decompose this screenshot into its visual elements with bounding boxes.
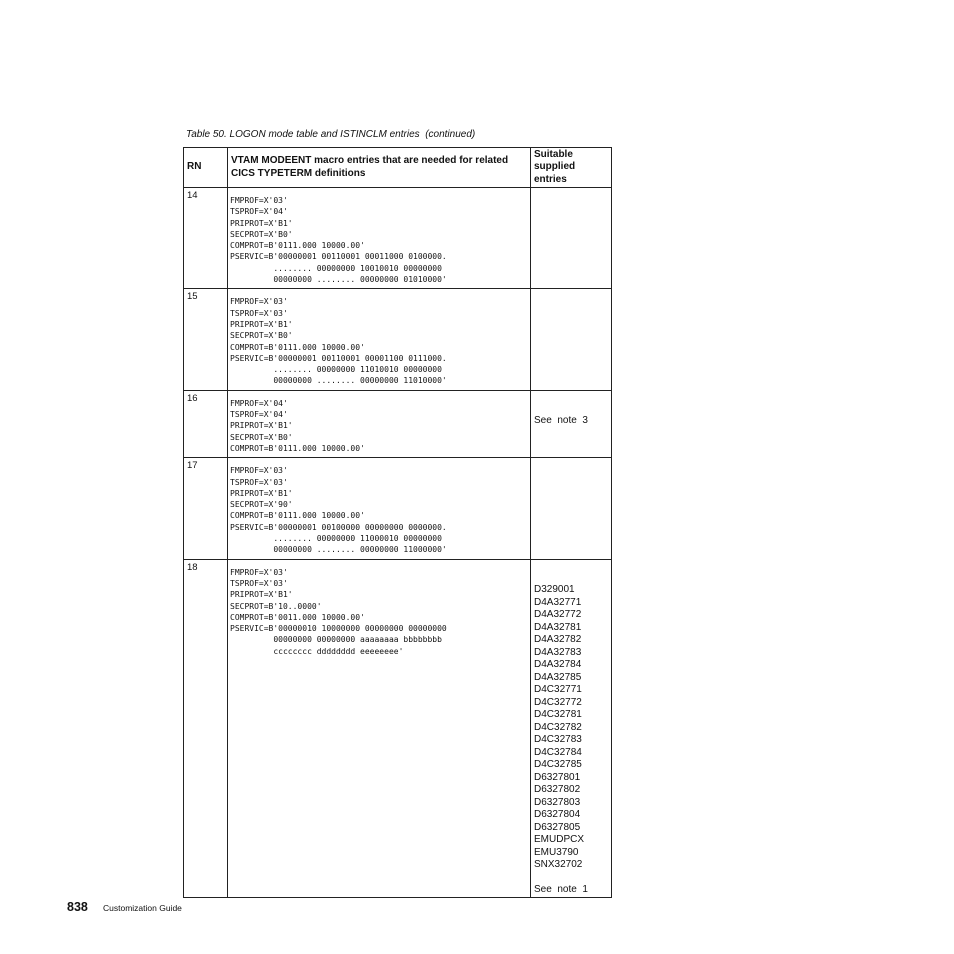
page-number: 838 bbox=[67, 900, 88, 914]
supplied-entry: See note 3 bbox=[534, 415, 588, 427]
supplied-entry: D4C32772 bbox=[534, 696, 582, 708]
modeent-code: FMPROF=X'03' TSPROF=X'04' PRIPROT=X'B1' SECPROT=X'B0' COMPROT=B'0111.000 10000.00' PSERVIC=B'00000001 00110001 00011000 0100000. ........ 00000000 10010010 00000000 00000000 ........ 00000000 01010000' bbox=[230, 196, 447, 285]
supplied-entry: D4C32783 bbox=[534, 734, 582, 746]
table-row bbox=[184, 559, 612, 897]
supplied-entry: D6327805 bbox=[534, 821, 581, 833]
modeent-code: FMPROF=X'03' TSPROF=X'03' PRIPROT=X'B1' SECPROT=X'90' COMPROT=B'0111.000 10000.00' PSERVIC=B'00000001 00100000 00000000 0000000. ........ 00000000 11000010 00000000 00000000 ........ 00000000 11000000' bbox=[230, 466, 447, 555]
row-supplied-cell bbox=[531, 559, 612, 897]
supplied-entry: D4A32782 bbox=[534, 634, 582, 646]
supplied-entry: SNX32702 bbox=[534, 859, 583, 871]
row-modeent-cell bbox=[228, 458, 531, 559]
row-rn: 17 bbox=[184, 458, 228, 559]
logon-mode-table bbox=[183, 147, 612, 898]
header-supplied-entries: Suitable supplied entries bbox=[531, 148, 612, 188]
table-row bbox=[184, 289, 612, 390]
supplied-entry: D4A32781 bbox=[534, 621, 582, 633]
supplied-entry: D4A32771 bbox=[534, 596, 582, 608]
supplied-entry: D4C32771 bbox=[534, 684, 582, 696]
supplied-entry: D4A32772 bbox=[534, 609, 582, 621]
row-rn: 18 bbox=[184, 559, 228, 897]
row-supplied-cell bbox=[531, 289, 612, 390]
row-supplied-cell bbox=[531, 188, 612, 289]
supplied-entry: D4C32782 bbox=[534, 721, 582, 733]
header-modeent-entries: VTAM MODEENT macro entries that are needed for related CICS TYPETERM definitions bbox=[228, 148, 531, 188]
book-title: Customization Guide bbox=[103, 903, 182, 913]
table-row bbox=[184, 188, 612, 289]
header-rn: RN bbox=[184, 148, 228, 188]
modeent-code: FMPROF=X'03' TSPROF=X'03' PRIPROT=X'B1' SECPROT=X'B0' COMPROT=B'0111.000 10000.00' PSERVIC=B'00000001 00110001 00001100 0111000. ........ 00000000 11010010 00000000 00000000 ........ 00000000 11010000' bbox=[230, 297, 447, 386]
modeent-code: FMPROF=X'03' TSPROF=X'03' PRIPROT=X'B1' SECPROT=B'10..0000' COMPROT=B'0011.000 10000.00' PSERVIC=B'00000010 10000000 00000000 00000000 00000000 00000000 aaaaaaaa bbbbbbbb cccccccc dddddddd eeeeeeee' bbox=[230, 567, 447, 656]
row-modeent-cell bbox=[228, 188, 531, 289]
supplied-entry: EMU3790 bbox=[534, 846, 579, 858]
table-header-row bbox=[184, 148, 612, 188]
modeent-code: FMPROF=X'04' TSPROF=X'04' PRIPROT=X'B1' SECPROT=X'B0' COMPROT=B'0111.000 10000.00' bbox=[230, 398, 365, 453]
supplied-entry: D329001 bbox=[534, 584, 575, 596]
table-caption: Table 50. LOGON mode table and ISTINCLM entries (continued) bbox=[186, 129, 476, 140]
table-row bbox=[184, 458, 612, 559]
row-supplied-cell bbox=[531, 390, 612, 457]
supplied-entry: D6327804 bbox=[534, 809, 581, 821]
row-supplied-cell bbox=[531, 458, 612, 559]
supplied-entry: See note 1 bbox=[534, 884, 588, 896]
row-rn: 14 bbox=[184, 188, 228, 289]
row-modeent-cell bbox=[228, 289, 531, 390]
supplied-entry: D4A32785 bbox=[534, 671, 582, 683]
table-row bbox=[184, 390, 612, 457]
supplied-entry: D6327802 bbox=[534, 784, 581, 796]
row-modeent-cell bbox=[228, 559, 531, 897]
supplied-entry: D6327803 bbox=[534, 796, 581, 808]
supplied-entry: D4A32784 bbox=[534, 659, 582, 671]
row-rn: 15 bbox=[184, 289, 228, 390]
supplied-entry: D4C32781 bbox=[534, 709, 582, 721]
supplied-entry: D6327801 bbox=[534, 771, 581, 783]
row-modeent-cell bbox=[228, 390, 531, 457]
supplied-entry: D4C32784 bbox=[534, 746, 582, 758]
supplied-entry: EMUDPCX bbox=[534, 834, 585, 846]
supplied-entry bbox=[534, 872, 608, 885]
supplied-entry: D4A32783 bbox=[534, 646, 582, 658]
row-rn: 16 bbox=[184, 390, 228, 457]
supplied-entry: D4C32785 bbox=[534, 759, 582, 771]
